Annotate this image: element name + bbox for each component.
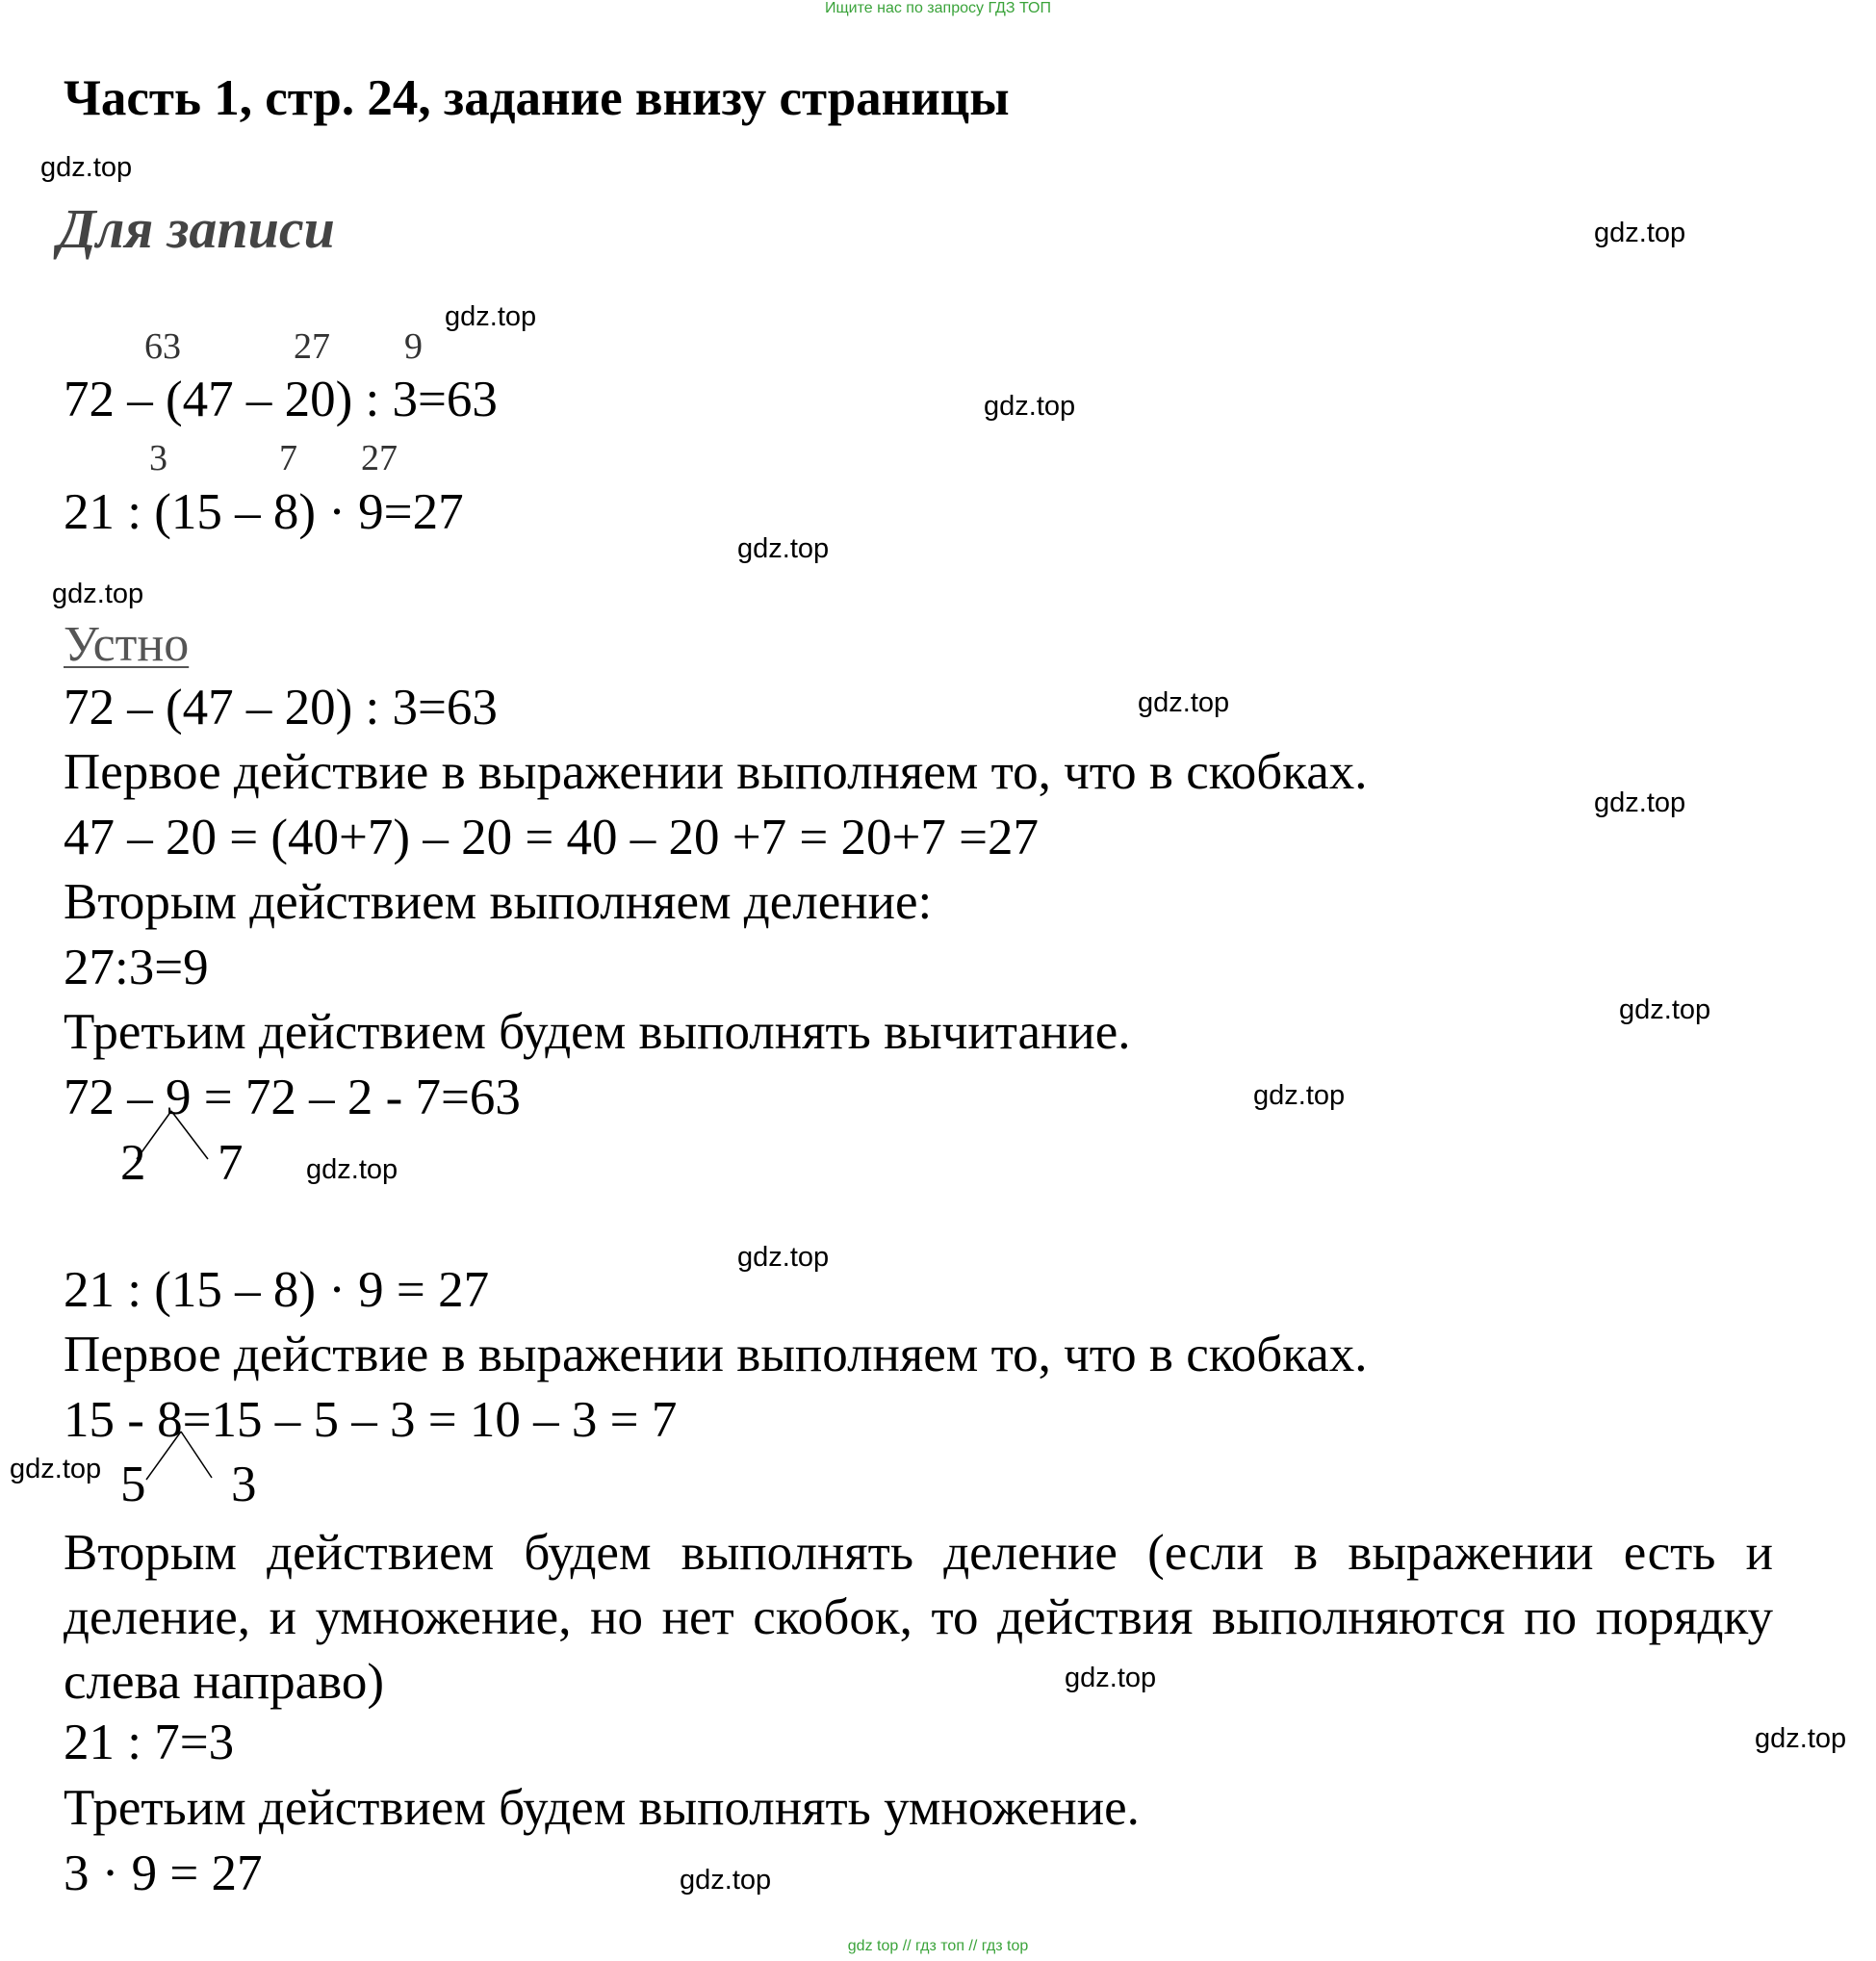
watermark: gdz.top: [1755, 1723, 1847, 1754]
explanation-line: 3 · 9 = 27: [64, 1845, 263, 1901]
oral-expression-1: 72 – (47 – 20) : 3=63: [64, 680, 498, 735]
result-mark: 3: [149, 438, 167, 478]
split-part: 3: [231, 1457, 257, 1512]
watermark: gdz.top: [1253, 1080, 1346, 1111]
explanation-line: 27:3=9: [64, 940, 209, 995]
watermark: gdz.top: [306, 1154, 398, 1185]
explanation-line: Первое действие в выражении выполняем то, что в скобках.: [64, 1327, 1368, 1382]
explanation-paragraph: Вторым действием будем выполнять деление (если в выражении есть и деление, и умножение, но нет скобок, то действия выполняются по порядку слева направо): [64, 1525, 1773, 1710]
watermark: gdz.top: [1065, 1663, 1157, 1693]
bottom-banner[interactable]: gdz top // гдз топ // гдз top: [847, 1938, 1029, 1954]
explanation-line: 72 – 9 = 72 – 2 - 7=63: [64, 1070, 521, 1125]
explanation-line: 21 : 7=3: [64, 1715, 235, 1770]
explanation-line: 47 – 20 = (40+7) – 20 = 40 – 20 +7 = 20+7 =27: [64, 810, 1040, 865]
split-part: 7: [218, 1135, 244, 1191]
expression-2: 21 : (15 – 8) · 9=27: [64, 484, 464, 540]
section-heading-oral: Устно: [64, 617, 190, 672]
result-mark: 9: [404, 326, 423, 367]
explanation-line: Третьим действием будем выполнять вычитание.: [64, 1004, 1131, 1060]
watermark: gdz.top: [1619, 994, 1711, 1025]
decomposition-branch: [135, 1109, 212, 1176]
watermark: gdz.top: [680, 1865, 772, 1896]
result-mark: 63: [144, 326, 181, 367]
explanation-line: 15 - 8=15 – 5 – 3 = 10 – 3 = 7: [64, 1392, 678, 1448]
watermark: gdz.top: [1594, 218, 1686, 248]
section-heading-write: Для записи: [58, 197, 335, 260]
explanation-line: Третьим действием будем выполнять умножение.: [64, 1780, 1140, 1836]
watermark: gdz.top: [737, 1242, 830, 1273]
expression-1: 72 – (47 – 20) : 3=63: [64, 372, 498, 427]
split-part: 5: [120, 1457, 146, 1512]
result-mark: 27: [294, 326, 330, 367]
explanation-line: Вторым действием выполняем деление:: [64, 874, 933, 930]
watermark: gdz.top: [1138, 687, 1230, 718]
watermark: gdz.top: [737, 533, 830, 564]
watermark: gdz.top: [1594, 787, 1686, 818]
oral-expression-2: 21 : (15 – 8) · 9 = 27: [64, 1262, 490, 1318]
result-mark: 7: [279, 438, 297, 478]
explanation-line: Первое действие в выражении выполняем то, что в скобках.: [64, 744, 1368, 800]
watermark: gdz.top: [40, 152, 133, 183]
watermark: gdz.top: [10, 1454, 102, 1484]
top-banner[interactable]: Ищите нас по запросу ГДЗ ТОП: [825, 0, 1051, 16]
watermark: gdz.top: [984, 391, 1076, 422]
watermark: gdz.top: [52, 579, 144, 609]
result-mark: 27: [361, 438, 398, 478]
watermark: gdz.top: [445, 301, 537, 332]
split-part: 2: [120, 1135, 146, 1191]
page-title: Часть 1, стр. 24, задание внизу страницы: [64, 70, 1010, 126]
decomposition-branch: [144, 1430, 221, 1497]
